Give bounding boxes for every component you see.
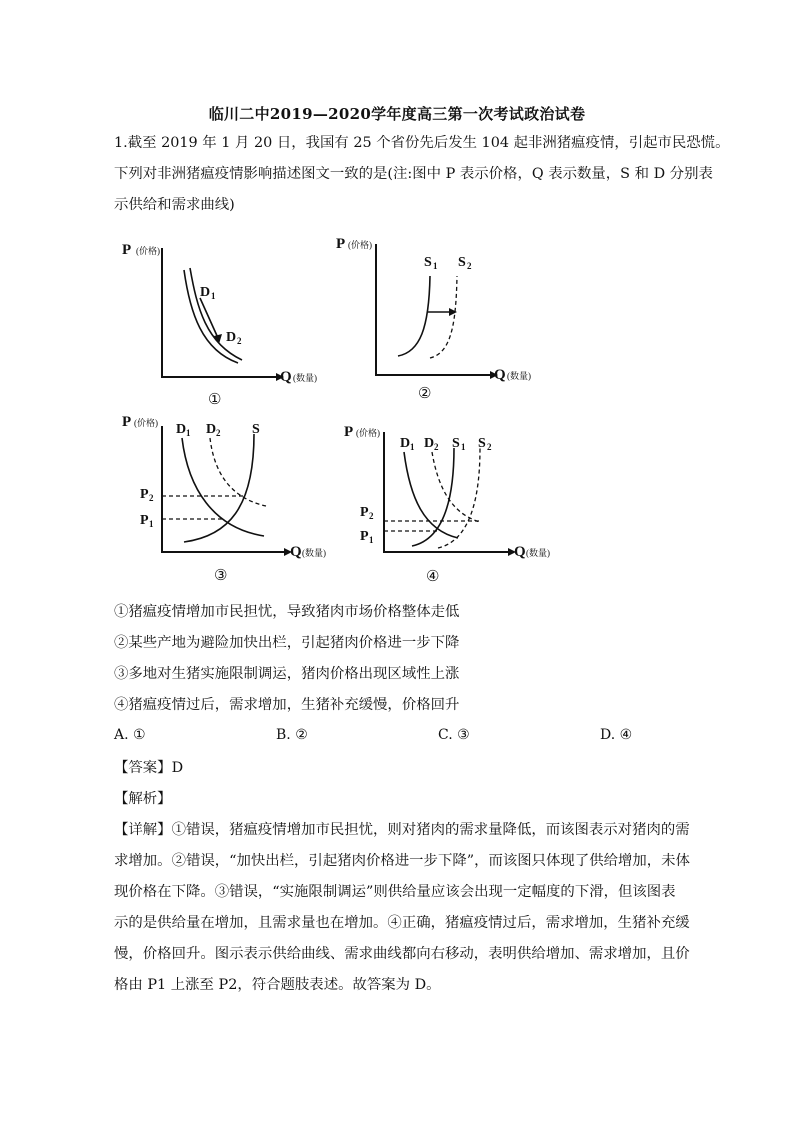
fig3-p-unit: (价格) [134, 418, 158, 428]
fig3-number: ③ [214, 568, 228, 584]
fig4-p2-label: P [360, 505, 369, 520]
fig2-p-unit: (价格) [348, 240, 372, 250]
fig4-p2-sub: 2 [369, 511, 374, 521]
fig2-q-unit: (数量) [507, 371, 531, 381]
fig3-curve-d1 [182, 438, 264, 536]
figure-3-equilibrium [118, 408, 338, 588]
fig3-q-unit: (数量) [302, 548, 326, 558]
fig2-s1-label: S [424, 255, 432, 270]
analysis-line-2: 求增加。②错误，“加快出栏，引起猪肉价格进一步下降”，而该图只体现了供给增加，未体 [114, 853, 690, 869]
fig4-s1-sub: 1 [461, 442, 466, 452]
fig4-d2-label: D [424, 436, 435, 451]
fig3-s-label: S [252, 422, 260, 437]
fig1-number: ① [208, 392, 222, 408]
figure-2-supply-shift [332, 228, 552, 408]
fig4-q-label: Q [514, 544, 526, 560]
fig2-curve-s2 [430, 276, 457, 358]
fig3-p2-label: P [140, 487, 149, 502]
fig3-p2-sub: 2 [149, 493, 154, 503]
fig1-d2-sub: 2 [237, 336, 242, 346]
analysis-line-6: 格由 P1 上涨至 P2，符合题肢表述。故答案为 D。 [114, 977, 441, 993]
fig3-d1-label: D [176, 422, 187, 437]
fig1-q-label: Q [280, 369, 292, 385]
fig4-d2-sub: 2 [434, 442, 439, 452]
fig1-curve-d2 [190, 268, 242, 360]
option-c: C. ③ [438, 727, 470, 743]
fig1-p-unit: (价格) [136, 246, 160, 256]
analysis-line-5: 慢，价格回升。图示表示供给曲线、需求曲线都向右移动，表明供给增加、需求增加，且价 [114, 946, 690, 962]
statement-2: ②某些产地为避险加快出栏，引起猪肉价格进一步下降 [114, 635, 460, 651]
fig4-d1-sub: 1 [410, 442, 415, 452]
option-a: A. ① [114, 727, 146, 743]
fig3-p1-sub: 1 [149, 519, 154, 529]
fig1-axes [162, 248, 276, 377]
statement-1: ①猪瘟疫情增加市民担忧，导致猪肉市场价格整体走低 [114, 604, 460, 620]
question-line-2: 下列对非洲猪瘟疫情影响描述图文一致的是(注:图中 P 表示价格，Q 表示数量，S 和 D 分别表 [114, 166, 713, 182]
fig3-p-label: P [122, 414, 132, 430]
fig2-number: ② [418, 386, 432, 402]
fig4-s2-label: S [478, 436, 486, 451]
analysis-line-1: 【详解】①错误，猪瘟疫情增加市民担忧，则对猪肉的需求量降低，而该图表示对猪肉的需 [114, 822, 690, 838]
figure-1-demand-shift [118, 228, 318, 408]
figure-4-both-shift [340, 418, 570, 588]
fig2-s2-sub: 2 [467, 261, 472, 271]
fig1-d1-label: D [200, 285, 211, 300]
fig4-number: ④ [426, 569, 440, 585]
statement-4: ④猪瘟疫情过后，需求增加，生猪补充缓慢，价格回升 [114, 697, 460, 713]
fig3-d1-sub: 1 [186, 428, 191, 438]
statement-3: ③多地对生猪实施限制调运，猪肉价格出现区域性上涨 [114, 666, 460, 682]
exam-title: 临川二中2019—2020学年度高三第一次考试政治试卷 [208, 105, 586, 123]
fig2-s2-label: S [458, 255, 466, 270]
fig3-axes [162, 426, 284, 552]
fig1-p-label: P [122, 242, 132, 258]
fig1-curve-d1 [184, 270, 238, 363]
fig4-p1-label: P [360, 529, 369, 544]
fig2-q-label: Q [494, 367, 506, 383]
fig3-p1-label: P [140, 513, 149, 528]
option-d: D. ④ [600, 727, 633, 743]
fig1-d2-label: D [226, 330, 237, 345]
fig4-d1-label: D [400, 436, 411, 451]
fig4-p-label: P [344, 424, 354, 440]
fig4-q-unit: (数量) [526, 548, 550, 558]
fig3-curve-s [184, 434, 254, 542]
fig3-d2-label: D [206, 422, 217, 437]
fig2-s1-sub: 1 [433, 261, 438, 271]
fig1-d1-sub: 1 [211, 291, 216, 301]
fig4-s1-label: S [452, 436, 460, 451]
fig3-q-label: Q [290, 544, 302, 560]
fig3-d2-sub: 2 [216, 428, 221, 438]
fig4-p-unit: (价格) [356, 428, 380, 438]
analysis-line-3: 现价格在下降。③错误，“实施限制调运”则供给量应该会出现一定幅度的下滑，但该图表 [114, 884, 676, 900]
fig4-s2-sub: 2 [487, 442, 492, 452]
question-line-3: 示供给和需求曲线) [114, 197, 235, 213]
fig2-p-label: P [336, 236, 346, 252]
analysis-heading: 【解析】 [114, 791, 172, 807]
option-b: B. ② [276, 727, 308, 743]
question-line-1: 1.截至 2019 年 1 月 20 日，我国有 25 个省份先后发生 104 起非洲猪瘟疫情，引起市民恐慌。 [114, 135, 730, 151]
analysis-line-4: 示的是供给量在增加，且需求量也在增加。④正确，猪瘟疫情过后，需求增加，生猪补充缓 [114, 915, 690, 931]
answer-line: 【答案】D [114, 760, 184, 776]
fig4-p1-sub: 1 [369, 535, 374, 545]
fig4-curve-d2 [432, 452, 480, 522]
fig1-q-unit: (数量) [293, 373, 317, 383]
fig2-curve-s1 [398, 276, 430, 356]
